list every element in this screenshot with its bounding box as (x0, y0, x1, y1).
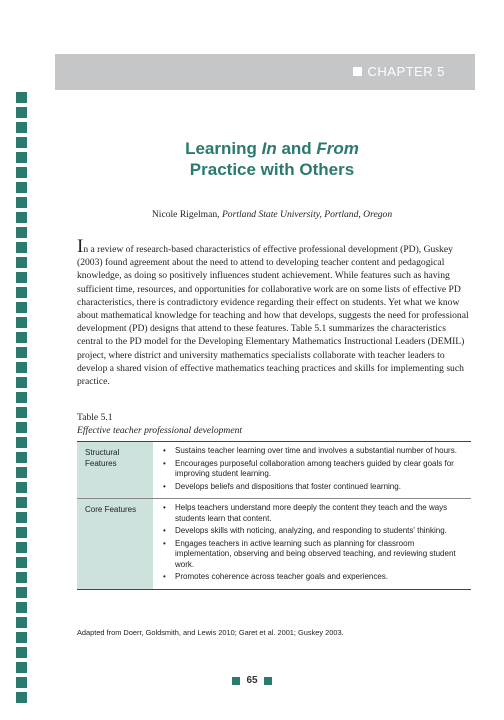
list-item: • Sustains teacher learning over time and involves a substantial number of hours. (163, 446, 457, 455)
list-item: • Develops beliefs and dispositions that foster continued learning. (163, 481, 401, 491)
author-affiliation: Portland State University, Portland, Oregon (221, 209, 393, 220)
chapter-title: Learning In and From Practice with Others (60, 138, 484, 180)
table-source-note: Adapted from Doerr, Goldsmith, and Lewis 2010; Garet et al. 2001; Guskey 2003. (77, 628, 344, 637)
list-item: • Develops skills with noticing, analyzing, and responding to students' thinking. (163, 526, 447, 535)
table-caption (77, 411, 242, 437)
chapter-label-text: CHAPTER 5 (367, 64, 445, 79)
paragraph-text: n a review of research-based characteristics of effective professional development (PD), Guskey (2003) found agreement about the need to attend to developing teacher content and pedagogical knowledge, as doing so positively influences student achievement. While features such as having sufficient time, resources, and opportunities for collaborative work are on some lists of effective PD characteristics, there is contradictory evidence regarding their effect on students. Yet what we know about mathematical knowledge for teaching and how that develops, suggests the need for professional development (PD) designs that attend to these features. Table 5.1 summarizes the characteristics central to the PD model for the Developing Elementary Mathematics Instructional Leaders (DEMIL) project, where district and university mathematics specialists collaborate with teacher leaders to develop a shared vision of effective mathematics teaching practices and skills for implementing such practice. (77, 244, 469, 388)
chapter-title-line2: Practice with Others (189, 160, 355, 179)
list-item: • Promotes coherence across teacher goals and experiences. (163, 572, 389, 581)
decorative-square-strip (16, 92, 30, 707)
table-title: Effective teacher professional development (77, 425, 243, 436)
row-category: Structural Features (77, 442, 153, 498)
list-item: • Helps teachers understand more deeply the content they teach and the ways students learn that content. (163, 503, 448, 523)
chapter-label (353, 64, 445, 79)
author-name: Nicole Rigelman, (151, 209, 222, 220)
intro-paragraph (77, 236, 471, 388)
table-label: Table 5.1 (77, 412, 113, 423)
row-category: Core Features (77, 499, 153, 589)
square-left-icon (232, 677, 240, 685)
table-row (77, 442, 471, 498)
square-bullet-icon (353, 67, 362, 76)
chapter-header-band (55, 54, 475, 90)
page-number: 65 (246, 675, 258, 686)
list-item: • Engages teachers in active learning such as planning for classroom implementation, observing and being observed teaching, and reviewing student work. (163, 538, 456, 569)
page-footer (0, 675, 504, 686)
drop-cap: I (77, 236, 84, 257)
pd-features-table (77, 441, 471, 590)
table-row (77, 498, 471, 589)
list-item: • Encourages purposeful collaboration among teachers guided by clear goals for improving student learning. (163, 458, 454, 478)
author-byline (60, 209, 484, 220)
square-right-icon (264, 677, 272, 685)
